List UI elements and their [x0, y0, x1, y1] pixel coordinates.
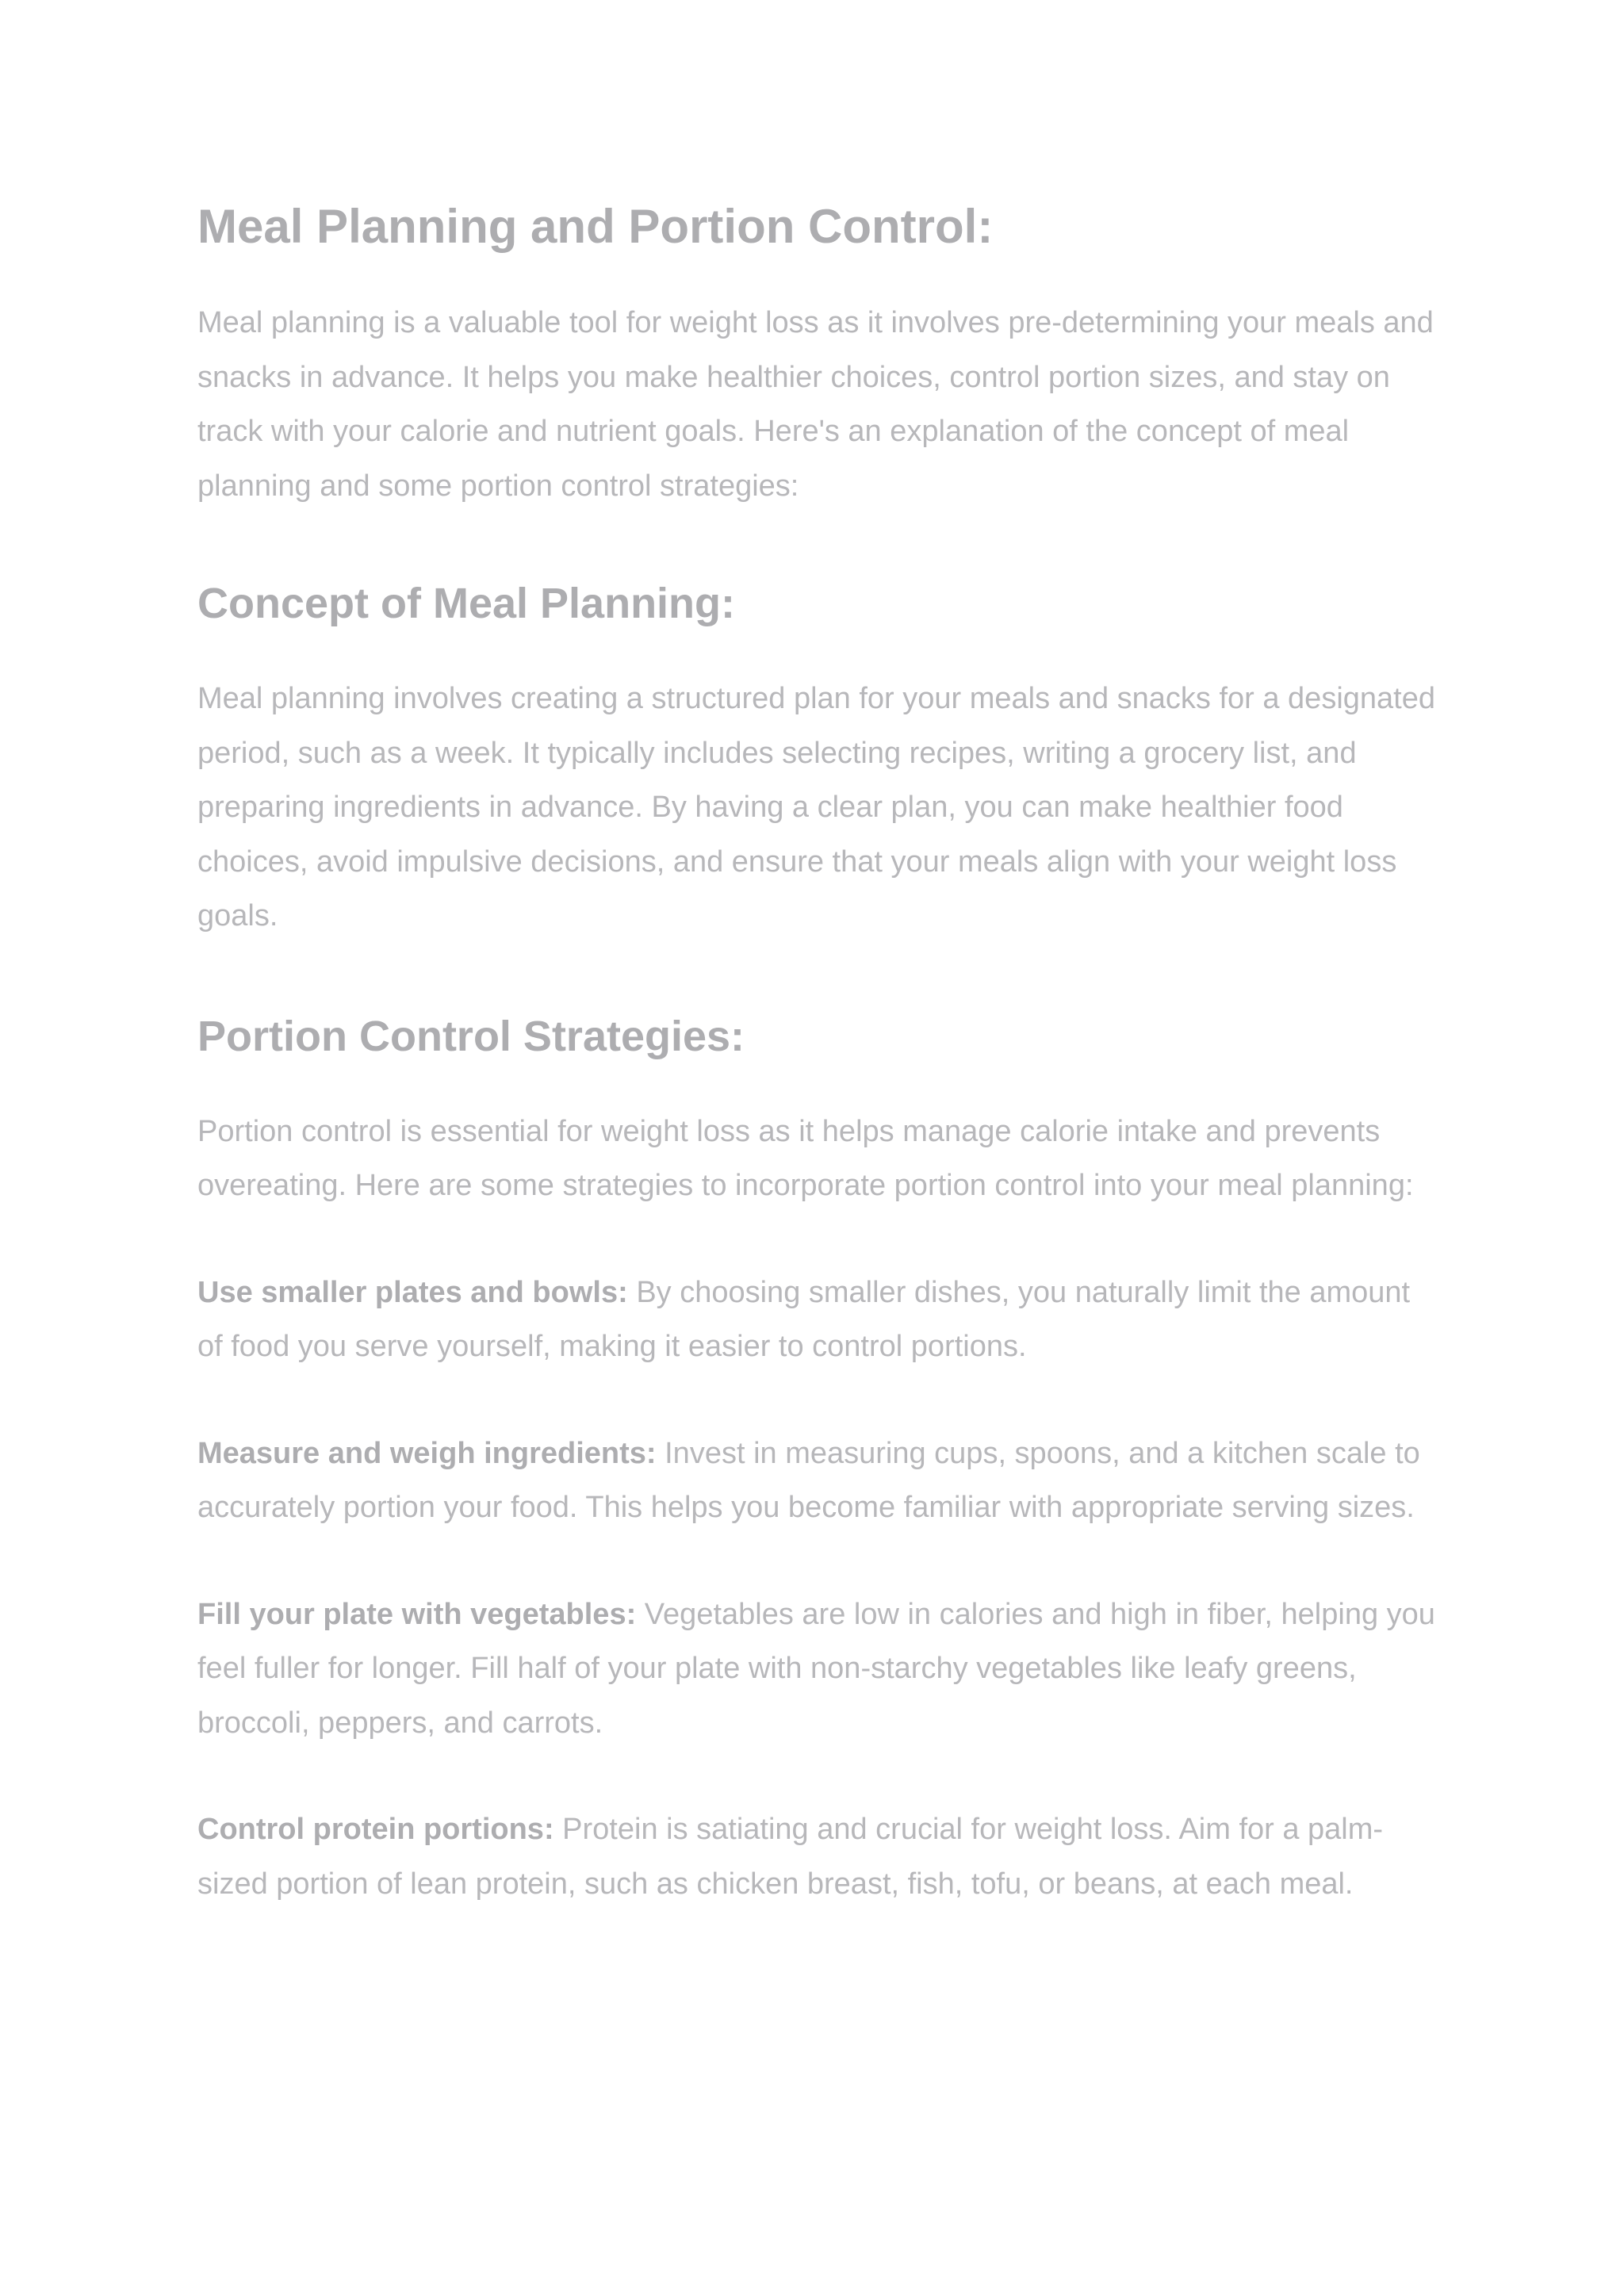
strategies-intro-paragraph: Portion control is essential for weight loss as it helps manage calorie intake and prevents overeating. Here are some strategies to incorporate portion control into your meal planning: [197, 1114, 1414, 1202]
strategy-title: Measure and weigh ingredients: [197, 1436, 657, 1470]
strategy-item-measure-weigh [197, 1427, 1442, 1535]
document-page [197, 187, 1442, 1963]
strategy-title: Control protein portions: [197, 1813, 554, 1846]
strategy-title: Fill your plate with vegetables: [197, 1597, 637, 1631]
strategy-text: Protein is satiating and crucial for weight loss. Aim for a palm-sized portion of lean protein, such as chicken breast, fish, tofu, or beans, at each meal. [197, 1813, 1384, 1901]
concept-heading: Concept of Meal Planning: [197, 580, 736, 627]
strategy-item-smaller-plates [197, 1266, 1442, 1374]
strategy-text: Vegetables are low in calories and high in fiber, helping you feel fuller for longer. Fill half of your plate with non-starchy vegetables like leafy greens, broccoli, peppers, and carrots. [197, 1597, 1435, 1740]
intro-paragraph: Meal planning is a valuable tool for weight loss as it involves pre-determining your meals and snacks in advance. It helps you make healthier choices, control portion sizes, and stay on track with your calorie and nutrient goals. Here's an explanation of the concept of meal planning and some portion control strategies: [197, 306, 1434, 503]
strategy-title: Use smaller plates and bowls: [197, 1275, 628, 1309]
strategy-text: By choosing smaller dishes, you naturally limit the amount of food you serve yourself, making it easier to control portions. [197, 1275, 1411, 1363]
strategy-text: Invest in measuring cups, spoons, and a kitchen scale to accurately portion your food. This helps you become familiar with appropriate serving sizes. [197, 1436, 1420, 1524]
strategies-heading: Portion Control Strategies: [197, 1012, 745, 1060]
strategy-item-protein [197, 1802, 1442, 1911]
strategy-item-vegetables [197, 1587, 1442, 1751]
concept-paragraph: Meal planning involves creating a structured plan for your meals and snacks for a designated period, such as a week. It typically includes selecting recipes, writing a grocery list, and preparing ingredients in advance. By having a clear plan, you can make healthier food choices, avoid impulsive decisions, and ensure that your meals align with your weight loss goals. [197, 682, 1435, 933]
page-title: Meal Planning and Portion Control: [197, 200, 994, 253]
